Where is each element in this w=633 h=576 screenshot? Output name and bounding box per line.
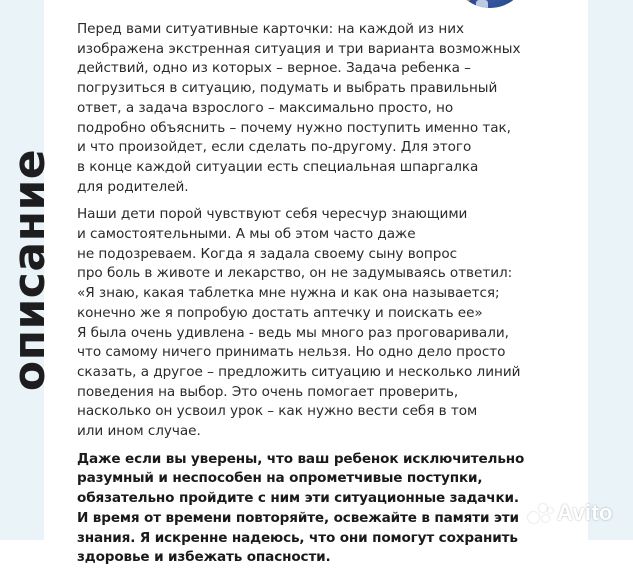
text-line: Даже если вы уверены, что ваш ребенок исключительно bbox=[77, 450, 525, 467]
text-line: поведения на выбор. Это очень помогает проверить, bbox=[77, 383, 459, 400]
author-photo bbox=[452, 0, 528, 8]
avito-dots-icon bbox=[528, 502, 554, 524]
text-line: насколько он усвоил урок – как нужно вести себя в том bbox=[77, 403, 478, 420]
text-line: конечно же я попробую достать аптечку и поискать ее» bbox=[77, 304, 483, 321]
text-line: для родителей. bbox=[77, 178, 189, 195]
text-line: погрузиться в ситуацию, подумать и выбрать правильный bbox=[77, 80, 498, 97]
text-line: знания. Я искренне надеюсь, что они помогут сохранить bbox=[77, 529, 518, 546]
text-line: Перед вами ситуативные карточки: на каждой из них bbox=[77, 21, 465, 37]
avito-watermark bbox=[528, 500, 613, 526]
text-line: Я была очень удивлена - ведь мы много раз проговаривали, bbox=[77, 324, 509, 341]
text-line: И время от времени повторяйте, освежайте в памяти эти bbox=[77, 509, 519, 526]
text-line: и что произойдет, если сделать по-другому. Для этого bbox=[77, 139, 472, 156]
text-line: про боль в животе и лекарство, он не задумываясь ответил: bbox=[77, 265, 513, 282]
text-line: подробно объяснить – почему нужно поступить именно так, bbox=[77, 119, 511, 136]
text-line: обязательно пройдите с ним эти ситуационные задачки. bbox=[77, 490, 519, 507]
text-line: что самому ничего принимать нельзя. Но одно дело просто bbox=[77, 344, 506, 361]
paragraph-intro bbox=[77, 20, 592, 197]
text-line: в конце каждой ситуации есть специальная шпаргалка bbox=[77, 158, 479, 175]
text-line: не подозреваем. Когда я задала своему сыну вопрос bbox=[77, 245, 458, 262]
text-line: «Я знаю, какая таблетка мне нужна и как она называется; bbox=[77, 285, 500, 302]
avito-watermark-text: Avito bbox=[557, 500, 613, 525]
text-line: разумный и неспособен на опрометчивые поступки, bbox=[77, 470, 483, 487]
text-line: ответ, а задача взрослого – максимально просто, но bbox=[77, 99, 454, 116]
right-side-strip bbox=[588, 0, 633, 540]
text-line: или ином случае. bbox=[77, 423, 201, 440]
text-line: Наши дети порой чувствуют себя чересчур знающими bbox=[77, 206, 468, 223]
text-line: сказать, а другое – предложить ситуацию и несколько линий bbox=[77, 363, 521, 380]
text-line: изображена экстренная ситуация и три варианта возможных bbox=[77, 40, 521, 57]
text-line: действий, одно из которых – верное. Задача ребенка – bbox=[77, 60, 471, 77]
paragraph-conclusion bbox=[77, 450, 592, 568]
description-text bbox=[77, 20, 592, 576]
text-line: здоровье и избежать опасности. bbox=[77, 549, 331, 566]
section-title-vertical: описание bbox=[4, 148, 55, 392]
text-line: и самостоятельными. А мы об этом часто даже bbox=[77, 226, 416, 243]
paragraph-story bbox=[77, 205, 592, 441]
